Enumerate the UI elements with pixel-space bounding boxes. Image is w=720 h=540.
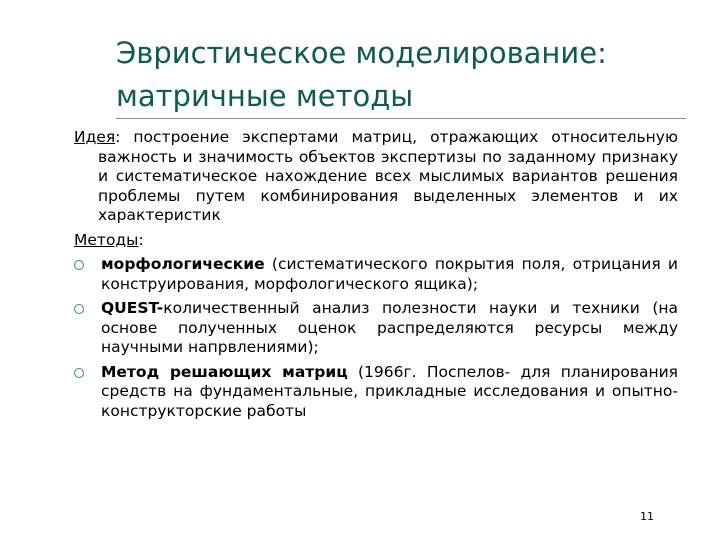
- method-name: морфологические: [101, 255, 265, 273]
- method-name: Метод решающих матриц: [101, 362, 348, 381]
- title-line-1: Эвристическое моделирование:: [116, 36, 607, 70]
- hollow-circle-bullet-icon: [74, 260, 84, 270]
- hollow-circle-bullet-icon: [74, 368, 84, 378]
- title-divider: [116, 118, 686, 119]
- method-text: (систематического покрытия поля, отрицания и конструирования, морфологического ящика);: [101, 255, 678, 293]
- method-name: QUEST-: [101, 299, 164, 317]
- idea-paragraph: [74, 128, 678, 226]
- idea-label: Идея: [74, 128, 116, 146]
- methods-label: Методы: [74, 230, 139, 249]
- slide-body: [74, 128, 678, 426]
- method-text: (1966г. Поспелов- для планирования средств на фундаментальные, прикладные исследования и опытно-конструкторские работы: [101, 362, 678, 420]
- method-item-morphological: [74, 255, 678, 294]
- method-item-quest: [74, 299, 678, 358]
- title-line-2: матричные методы: [116, 79, 414, 113]
- methods-heading: [74, 231, 678, 251]
- hollow-circle-bullet-icon: [74, 304, 84, 314]
- methods-colon: :: [138, 230, 144, 249]
- idea-text: : построение экспертами матриц, отражающих относительную важность и значимость объектов экспертизы по заданному признаку и систематическое нахождение всех мыслимых вариантов решения проблемы путем комбинирования выделенных элементов и их характеристик: [98, 128, 678, 224]
- method-text: количественный анализ полезности науки и техники (на основе полученных оценок распределяются ресурсы между научными напрвлениями);: [101, 299, 678, 356]
- page-number: 11: [640, 510, 654, 523]
- method-item-decision-matrices: [74, 363, 678, 422]
- slide-title: [116, 32, 696, 118]
